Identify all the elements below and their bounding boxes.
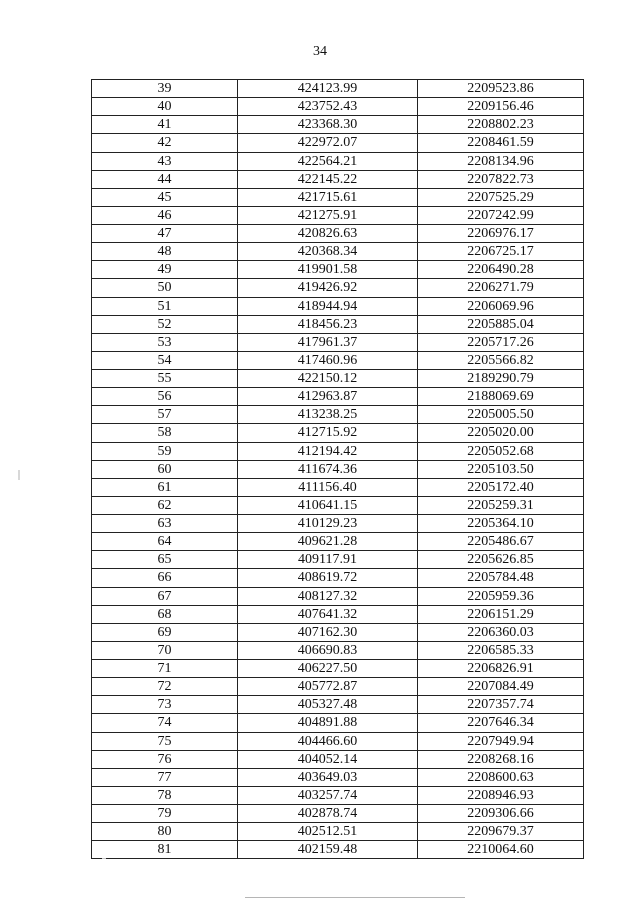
y-coordinate-cell: 2205959.36 [418, 587, 584, 605]
table-row [92, 551, 584, 569]
y-coordinate-cell: 2205626.85 [418, 551, 584, 569]
y-coordinate-cell: 2206490.28 [418, 261, 584, 279]
y-coordinate-cell: 2207949.94 [418, 732, 584, 750]
y-coordinate-cell: 2207646.34 [418, 714, 584, 732]
y-coordinate-cell: 2208946.93 [418, 786, 584, 804]
table-row [92, 678, 584, 696]
x-coordinate-cell: 418456.23 [238, 315, 418, 333]
x-coordinate-cell: 402159.48 [238, 841, 418, 859]
x-coordinate-cell: 417460.96 [238, 351, 418, 369]
coordinates-table-container [91, 79, 583, 859]
table-row [92, 98, 584, 116]
y-coordinate-cell: 2209156.46 [418, 98, 584, 116]
point-number-cell: 47 [92, 225, 238, 243]
point-number-cell: 51 [92, 297, 238, 315]
x-coordinate-cell: 422564.21 [238, 152, 418, 170]
y-coordinate-cell: 2208461.59 [418, 134, 584, 152]
x-coordinate-cell: 403257.74 [238, 786, 418, 804]
x-coordinate-cell: 406690.83 [238, 641, 418, 659]
table-row [92, 696, 584, 714]
x-coordinate-cell: 410641.15 [238, 496, 418, 514]
point-number-cell: 46 [92, 206, 238, 224]
table-row [92, 805, 584, 823]
point-number-cell: 59 [92, 442, 238, 460]
y-coordinate-cell: 2210064.60 [418, 841, 584, 859]
y-coordinate-cell: 2206976.17 [418, 225, 584, 243]
x-coordinate-cell: 420826.63 [238, 225, 418, 243]
x-coordinate-cell: 408127.32 [238, 587, 418, 605]
x-coordinate-cell: 423368.30 [238, 116, 418, 134]
point-number-cell: 57 [92, 406, 238, 424]
point-number-cell: 44 [92, 170, 238, 188]
table-row [92, 714, 584, 732]
point-number-cell: 55 [92, 370, 238, 388]
table-row [92, 660, 584, 678]
y-coordinate-cell: 2207084.49 [418, 678, 584, 696]
point-number-cell: 77 [92, 768, 238, 786]
table-row [92, 225, 584, 243]
y-coordinate-cell: 2207525.29 [418, 188, 584, 206]
point-number-cell: 45 [92, 188, 238, 206]
table-row [92, 134, 584, 152]
table-row [92, 406, 584, 424]
table-row [92, 750, 584, 768]
point-number-cell: 40 [92, 98, 238, 116]
table-row [92, 786, 584, 804]
point-number-cell: 78 [92, 786, 238, 804]
y-coordinate-cell: 2205005.50 [418, 406, 584, 424]
x-coordinate-cell: 404466.60 [238, 732, 418, 750]
x-coordinate-cell: 417961.37 [238, 333, 418, 351]
x-coordinate-cell: 405772.87 [238, 678, 418, 696]
x-coordinate-cell: 403649.03 [238, 768, 418, 786]
y-coordinate-cell: 2206151.29 [418, 605, 584, 623]
y-coordinate-cell: 2206826.91 [418, 660, 584, 678]
x-coordinate-cell: 422150.12 [238, 370, 418, 388]
point-number-cell: 58 [92, 424, 238, 442]
point-number-cell: 69 [92, 623, 238, 641]
x-coordinate-cell: 409621.28 [238, 533, 418, 551]
y-coordinate-cell: 2205717.26 [418, 333, 584, 351]
page-number: 34 [313, 44, 327, 59]
x-coordinate-cell: 418944.94 [238, 297, 418, 315]
table-row [92, 424, 584, 442]
x-coordinate-cell: 411156.40 [238, 478, 418, 496]
point-number-cell: 61 [92, 478, 238, 496]
point-number-cell: 73 [92, 696, 238, 714]
y-coordinate-cell: 2208802.23 [418, 116, 584, 134]
x-coordinate-cell: 424123.99 [238, 80, 418, 98]
point-number-cell: 48 [92, 243, 238, 261]
coordinates-table [91, 79, 584, 859]
table-row [92, 587, 584, 605]
point-number-cell: 81 [92, 841, 238, 859]
y-coordinate-cell: 2189290.79 [418, 370, 584, 388]
point-number-cell: 54 [92, 351, 238, 369]
point-number-cell: 42 [92, 134, 238, 152]
table-row [92, 351, 584, 369]
point-number-cell: 75 [92, 732, 238, 750]
table-row [92, 388, 584, 406]
table-row [92, 623, 584, 641]
scan-bottom-rule [245, 897, 465, 898]
x-coordinate-cell: 413238.25 [238, 406, 418, 424]
table-row [92, 768, 584, 786]
table-row [92, 333, 584, 351]
x-coordinate-cell: 402878.74 [238, 805, 418, 823]
y-coordinate-cell: 2207242.99 [418, 206, 584, 224]
table-row [92, 605, 584, 623]
point-number-cell: 63 [92, 515, 238, 533]
y-coordinate-cell: 2205172.40 [418, 478, 584, 496]
table-row [92, 279, 584, 297]
x-coordinate-cell: 407162.30 [238, 623, 418, 641]
y-coordinate-cell: 2205259.31 [418, 496, 584, 514]
table-row [92, 170, 584, 188]
x-coordinate-cell: 412715.92 [238, 424, 418, 442]
y-coordinate-cell: 2209679.37 [418, 823, 584, 841]
x-coordinate-cell: 420368.34 [238, 243, 418, 261]
y-coordinate-cell: 2206069.96 [418, 297, 584, 315]
point-number-cell: 41 [92, 116, 238, 134]
y-coordinate-cell: 2188069.69 [418, 388, 584, 406]
x-coordinate-cell: 410129.23 [238, 515, 418, 533]
y-coordinate-cell: 2208134.96 [418, 152, 584, 170]
x-coordinate-cell: 422972.07 [238, 134, 418, 152]
point-number-cell: 52 [92, 315, 238, 333]
x-coordinate-cell: 422145.22 [238, 170, 418, 188]
y-coordinate-cell: 2209523.86 [418, 80, 584, 98]
table-row [92, 533, 584, 551]
table-row [92, 243, 584, 261]
table-row [92, 569, 584, 587]
x-coordinate-cell: 423752.43 [238, 98, 418, 116]
y-coordinate-cell: 2205103.50 [418, 460, 584, 478]
point-number-cell: 71 [92, 660, 238, 678]
scan-edge-mark [18, 470, 20, 480]
y-coordinate-cell: 2205052.68 [418, 442, 584, 460]
y-coordinate-cell: 2205020.00 [418, 424, 584, 442]
scan-stray-mark [102, 858, 106, 859]
table-row [92, 732, 584, 750]
table-row [92, 370, 584, 388]
y-coordinate-cell: 2205566.82 [418, 351, 584, 369]
coordinates-table-body [92, 80, 584, 859]
y-coordinate-cell: 2208600.63 [418, 768, 584, 786]
y-coordinate-cell: 2205364.10 [418, 515, 584, 533]
point-number-cell: 68 [92, 605, 238, 623]
point-number-cell: 65 [92, 551, 238, 569]
point-number-cell: 39 [92, 80, 238, 98]
table-row [92, 478, 584, 496]
point-number-cell: 43 [92, 152, 238, 170]
y-coordinate-cell: 2209306.66 [418, 805, 584, 823]
x-coordinate-cell: 412194.42 [238, 442, 418, 460]
x-coordinate-cell: 406227.50 [238, 660, 418, 678]
y-coordinate-cell: 2207357.74 [418, 696, 584, 714]
point-number-cell: 76 [92, 750, 238, 768]
table-row [92, 152, 584, 170]
x-coordinate-cell: 421275.91 [238, 206, 418, 224]
x-coordinate-cell: 407641.32 [238, 605, 418, 623]
point-number-cell: 79 [92, 805, 238, 823]
y-coordinate-cell: 2206725.17 [418, 243, 584, 261]
x-coordinate-cell: 404052.14 [238, 750, 418, 768]
table-row [92, 297, 584, 315]
y-coordinate-cell: 2205486.67 [418, 533, 584, 551]
point-number-cell: 49 [92, 261, 238, 279]
point-number-cell: 72 [92, 678, 238, 696]
table-row [92, 515, 584, 533]
point-number-cell: 80 [92, 823, 238, 841]
point-number-cell: 62 [92, 496, 238, 514]
x-coordinate-cell: 402512.51 [238, 823, 418, 841]
point-number-cell: 56 [92, 388, 238, 406]
point-number-cell: 70 [92, 641, 238, 659]
table-row [92, 315, 584, 333]
x-coordinate-cell: 409117.91 [238, 551, 418, 569]
y-coordinate-cell: 2206271.79 [418, 279, 584, 297]
point-number-cell: 74 [92, 714, 238, 732]
table-row [92, 641, 584, 659]
point-number-cell: 64 [92, 533, 238, 551]
x-coordinate-cell: 419901.58 [238, 261, 418, 279]
table-row [92, 116, 584, 134]
x-coordinate-cell: 411674.36 [238, 460, 418, 478]
point-number-cell: 50 [92, 279, 238, 297]
y-coordinate-cell: 2208268.16 [418, 750, 584, 768]
y-coordinate-cell: 2206585.33 [418, 641, 584, 659]
table-row [92, 442, 584, 460]
point-number-cell: 53 [92, 333, 238, 351]
y-coordinate-cell: 2207822.73 [418, 170, 584, 188]
table-row [92, 206, 584, 224]
x-coordinate-cell: 405327.48 [238, 696, 418, 714]
point-number-cell: 67 [92, 587, 238, 605]
y-coordinate-cell: 2205885.04 [418, 315, 584, 333]
table-row [92, 496, 584, 514]
x-coordinate-cell: 419426.92 [238, 279, 418, 297]
y-coordinate-cell: 2206360.03 [418, 623, 584, 641]
table-row [92, 261, 584, 279]
table-row [92, 80, 584, 98]
point-number-cell: 60 [92, 460, 238, 478]
x-coordinate-cell: 408619.72 [238, 569, 418, 587]
x-coordinate-cell: 412963.87 [238, 388, 418, 406]
y-coordinate-cell: 2205784.48 [418, 569, 584, 587]
table-row [92, 823, 584, 841]
table-row [92, 460, 584, 478]
x-coordinate-cell: 421715.61 [238, 188, 418, 206]
table-row [92, 841, 584, 859]
point-number-cell: 66 [92, 569, 238, 587]
x-coordinate-cell: 404891.88 [238, 714, 418, 732]
table-row [92, 188, 584, 206]
